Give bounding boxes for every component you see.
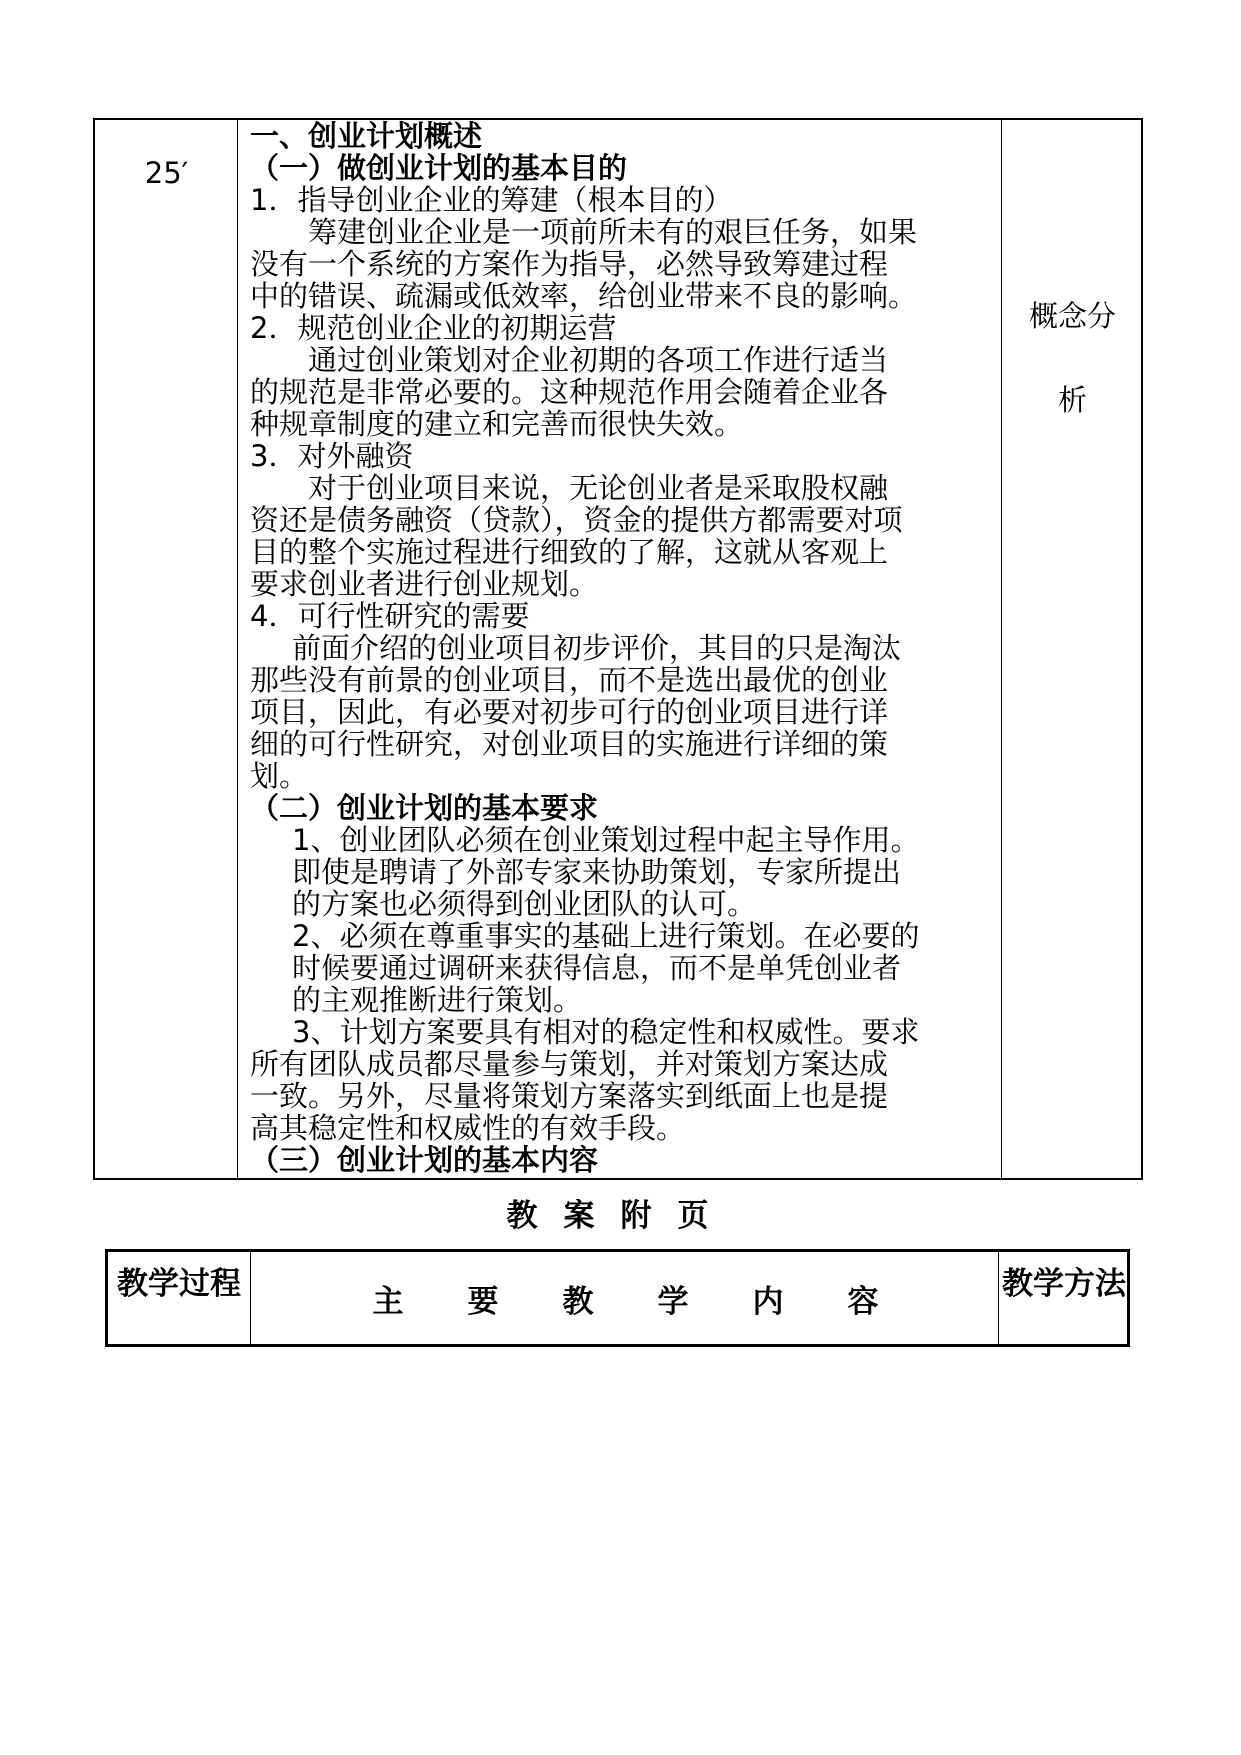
column-divider xyxy=(237,120,238,1178)
content-line: 1、创业团队必须在创业策划过程中起主导作用。 xyxy=(292,823,920,857)
content-line: 时候要通过调研来获得信息，而不是单凭创业者 xyxy=(292,951,902,985)
header-teaching-method: 教学方法 xyxy=(1002,1266,1126,1302)
content-line: 细的可行性研究，对创业项目的实施进行详细的策 xyxy=(250,727,889,761)
content-line: 筹建创业企业是一项前所未有的艰巨任务，如果 xyxy=(308,215,918,249)
content-line: 那些没有前景的创业项目，而不是选出最优的创业 xyxy=(250,663,889,697)
content-line: 资还是债务融资（贷款），资金的提供方都需要对项 xyxy=(250,503,903,537)
appendix-title: 教案附页 xyxy=(506,1198,735,1234)
header-teaching-process: 教学过程 xyxy=(117,1266,241,1302)
content-line: 的规范是非常必要的。这种规范作用会随着企业各 xyxy=(250,375,889,409)
content-line: 高其稳定性和权威性的有效手段。 xyxy=(250,1111,686,1145)
section-heading: 一、创业计划概述 xyxy=(250,119,483,153)
content-line: 种规章制度的建立和完善而很快失效。 xyxy=(250,407,744,441)
appendix-header-table xyxy=(105,1249,1130,1347)
content-line: 前面介绍的创业项目初步评价，其目的只是淘汰 xyxy=(292,631,902,665)
header-main-content: 主要教学内容 xyxy=(372,1283,943,1320)
content-line: 3、计划方案要具有相对的稳定性和权威性。要求 xyxy=(292,1015,920,1049)
content-line: 的方案也必须得到创业团队的认可。 xyxy=(292,887,757,921)
content-line: 即使是聘请了外部专家来协助策划，专家所提出 xyxy=(292,855,902,889)
content-line: 对于创业项目来说，无论创业者是采取股权融 xyxy=(308,471,889,505)
content-line: 1．指导创业企业的筹建（根本目的） xyxy=(250,183,733,217)
content-line: 所有团队成员都尽量参与策划，并对策划方案达成 xyxy=(250,1047,889,1081)
content-line: 中的错误、疏漏或低效率，给创业带来不良的影响。 xyxy=(250,279,918,313)
content-line: 划。 xyxy=(250,759,309,793)
content-line: 通过创业策划对企业初期的各项工作进行适当 xyxy=(308,343,889,377)
column-divider xyxy=(250,1252,251,1344)
content-line: 要求创业者进行创业规划。 xyxy=(250,567,599,601)
content-line: 目的整个实施过程进行细致的了解，这就从客观上 xyxy=(250,535,889,569)
content-line: 3．对外融资 xyxy=(250,439,414,473)
section-heading: （二）创业计划的基本要求 xyxy=(250,791,599,825)
method-cell xyxy=(1002,274,1143,442)
time-cell: 25′ xyxy=(144,156,189,190)
lesson-table xyxy=(93,118,1143,1180)
content-line: 2、必须在尊重事实的基础上进行策划。在必要的 xyxy=(292,919,920,953)
content-line: 的主观推断进行策划。 xyxy=(292,983,583,1017)
content-line: 4．可行性研究的需要 xyxy=(250,599,530,633)
method-line: 概念分 xyxy=(1028,299,1116,333)
column-divider xyxy=(998,1252,999,1344)
method-line: 析 xyxy=(1057,383,1087,417)
content-line: 没有一个系统的方案作为指导，必然导致筹建过程 xyxy=(250,247,889,281)
content-line: 一致。另外，尽量将策划方案落实到纸面上也是提 xyxy=(250,1079,889,1113)
section-heading: （一）做创业计划的基本目的 xyxy=(250,151,628,185)
content-cell xyxy=(250,120,1095,1176)
section-heading: （三）创业计划的基本内容 xyxy=(250,1143,599,1177)
content-line: 项目，因此，有必要对初步可行的创业项目进行详 xyxy=(250,695,889,729)
content-line: 2．规范创业企业的初期运营 xyxy=(250,311,617,345)
